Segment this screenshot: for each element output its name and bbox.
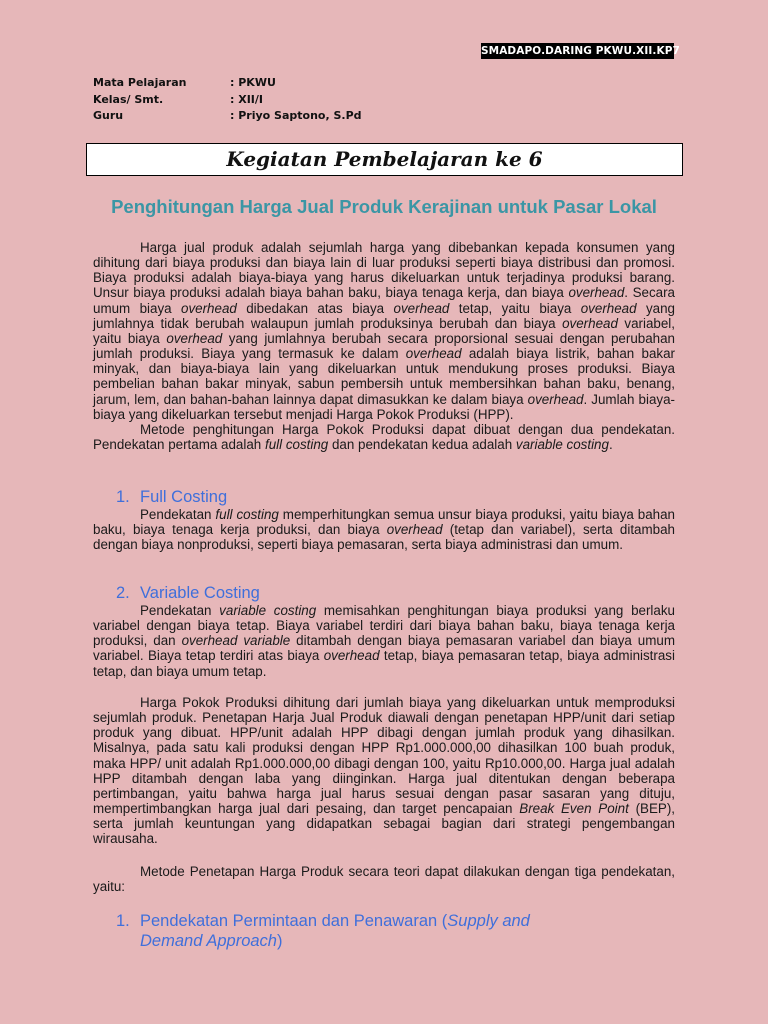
variable-costing-section	[93, 603, 675, 679]
course-info-value: : PKWU	[230, 76, 276, 89]
method-section	[93, 864, 675, 894]
section-title: Pendekatan Permintaan dan Penawaran (Supply and Demand Approach)	[140, 912, 530, 950]
course-info	[93, 75, 362, 125]
course-info-row	[93, 92, 362, 109]
course-info-label: Kelas/ Smt.	[93, 92, 164, 106]
method-paragraph: Metode Penetapan Harga Produk secara teori dapat dilakukan dengan tiga pendekatan, yaitu:	[93, 864, 675, 895]
section-number: 1.	[116, 488, 130, 506]
intro-paragraph-1: Harga jual produk adalah sejumlah harga yang dibebankan kepada konsumen yang dihitung dari biaya produksi dan biaya lain di luar produksi seperti biaya distribusi dan promosi. Biaya produksi adalah biaya-biaya yang harus dikeluarkan untuk terjadinya produksi barang. Unsur biaya produksi adalah biaya bahan baku, biaya tenaga kerja, dan biaya overhead. Secara umum biaya overhead dibedakan atas biaya overhead tetap, yaitu biaya overhead yang jumlahnya tidak berubah walaupun jumlah produksinya berubah dan biaya overhead variabel, yaitu biaya overhead yang jumlahnya berubah secara proporsional sesuai dengan perubahan jumlah produksi. Biaya yang termasuk ke dalam overhead adalah biaya listrik, bahan bakar minyak, dan biaya-biaya lain yang dikeluarkan untuk mendukung proses produksi. Biaya pembelian bahan bakar minyak, sabun pembersih untuk membersihkan bahan baku, benang, jarum, lem, dan bahan-bahan lainnya dapat dimasukkan ke dalam biaya overhead. Jumlah biaya-biaya yang dikeluarkan tersebut menjadi Harga Pokok Produksi (HPP).	[93, 240, 676, 422]
course-info-label: Mata Pelajaran	[93, 76, 187, 89]
hpp-section	[93, 695, 675, 847]
course-info-value: : Priyo Saptono, S.Pd	[230, 109, 362, 122]
hpp-paragraph: Harga Pokok Produksi dihitung dari jumlah biaya yang dikeluarkan untuk memproduksi sejumlah produk. Penetapan Harja Jual Produk diawali dengan penetapan HPP/unit dari setiap produk yang dibuat. HPP/unit adalah HPP dibagi dengan jumlah produk yang dihasilkan. Misalnya, pada satu kali produksi dengan HPP Rp1.000.000,00 dihasilkan 100 buah produk, maka HPP/ unit adalah Rp1.000.000,00 dibagi dengan 100, yaitu Rp10.000,00. Harga jual adalah HPP ditambah dengan laba yang diinginkan. Harga jual ditentukan dengan beberapa pertimbangan, yaitu bahwa harga jual harus sesuai dengan pasar sasaran yang dituju, mempertimbangkan harga jual dari pesaing, dan target pencapaian Break Even Point (BEP), serta jumlah keuntungan yang didapatkan sebagai bagian dari strategi pengembangan wirausaha.	[93, 695, 676, 847]
course-info-row	[93, 108, 362, 125]
full-costing-paragraph: Pendekatan full costing memperhitungkan semua unsur biaya produksi, yaitu biaya bahan baku, biaya tenaga kerja produksi, dan biaya overhead (tetap dan variabel), serta ditambah dengan biaya nonproduksi, seperti biaya pemasaran, serta biaya administrasi dan umum.	[93, 507, 676, 553]
main-heading: Penghitungan Harga Jual Produk Kerajinan untuk Pasar Lokal	[111, 196, 657, 217]
section-heading-full-costing	[116, 487, 227, 507]
section-heading-supply-demand	[116, 911, 590, 951]
course-info-label: Guru	[93, 109, 124, 122]
variable-costing-paragraph: Pendekatan variable costing memisahkan penghitungan biaya produksi yang berlaku variabel dengan biaya tetap. Biaya variabel terdiri dari biaya bahan baku, biaya tenaga kerja produksi, dan overhead variable ditambah dengan biaya pemasaran variabel dan biaya umum variabel. Biaya tetap terdiri atas biaya overhead tetap, biaya pemasaran tetap, biaya administrasi tetap, dan biaya umum tetap.	[93, 603, 675, 679]
activity-title: Kegiatan Pembelajaran ke 6	[86, 143, 683, 176]
intro-paragraph-2: Metode penghitungan Harga Pokok Produksi dapat dibuat dengan dua pendekatan. Pendekatan pertama adalah full costing dan pendekatan kedua adalah variable costing.	[93, 421, 675, 453]
course-info-value: : XII/I	[230, 92, 264, 106]
section-number: 2.	[116, 584, 130, 602]
document-code-badge: SMADAPO.DARING PKWU.XII.KP7	[481, 45, 680, 57]
course-info-row	[93, 75, 362, 92]
full-costing-section	[93, 507, 675, 552]
intro-section	[93, 240, 675, 452]
section-title: Full Costing	[140, 488, 228, 506]
section-heading-variable-costing	[116, 583, 260, 603]
section-number: 1.	[116, 912, 130, 930]
section-title: Variable Costing	[140, 584, 260, 602]
